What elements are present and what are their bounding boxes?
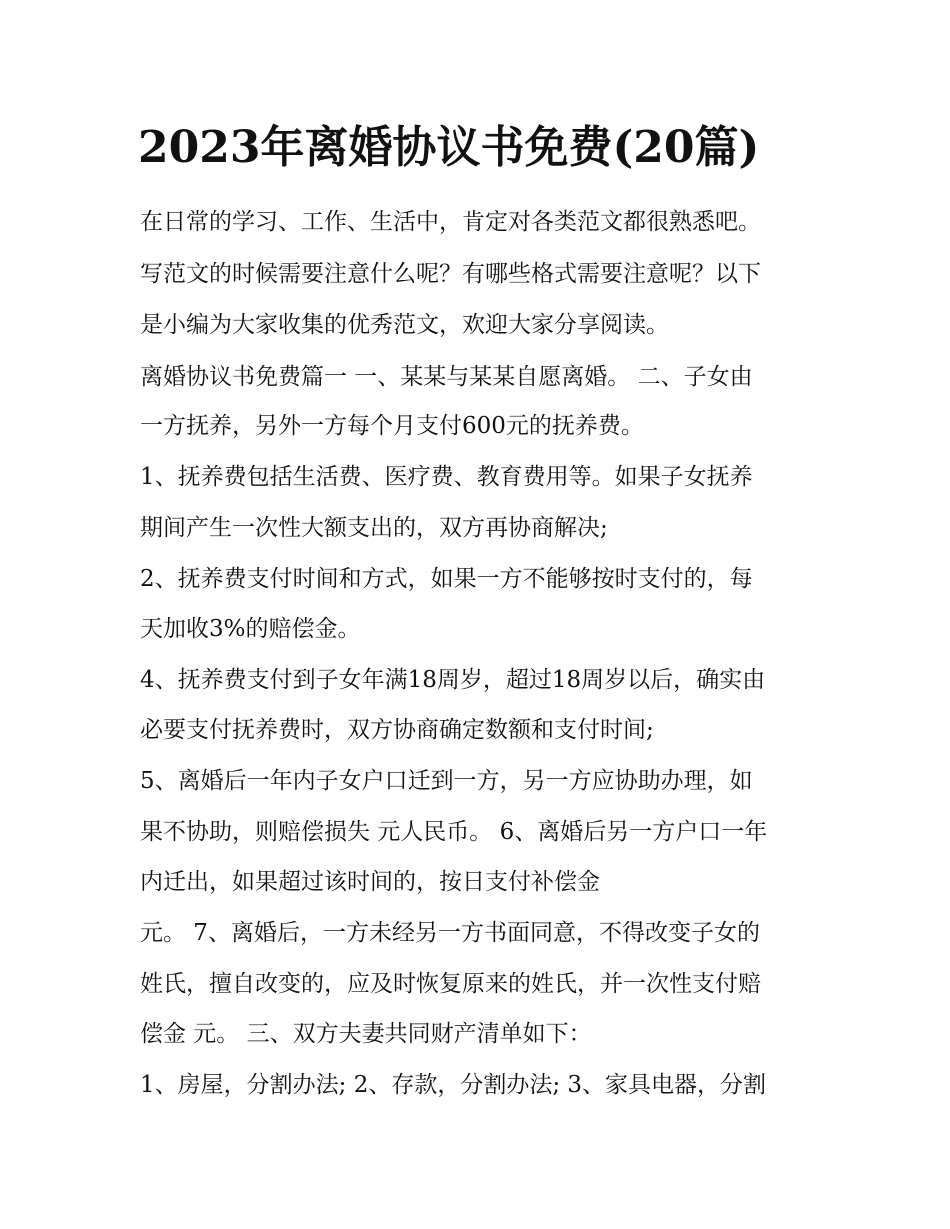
- paragraph-line: 是小编为大家收集的优秀范文，欢迎大家分享阅读。: [140, 312, 669, 338]
- paragraph-line: 天加收3%的赔偿金。: [140, 616, 361, 642]
- paragraph-line: 写范文的时候需要注意什么呢？有哪些格式需要注意呢？以下: [140, 261, 761, 287]
- paragraph-line: 姓氏，擅自改变的，应及时恢复原来的姓氏，并一次性支付赔: [140, 971, 761, 997]
- document-title: 2023年离婚协议书免费(20篇): [138, 122, 760, 173]
- paragraph-line: 4、抚养费支付到子女年满18周岁，超过18周岁以后，确实由: [140, 667, 766, 693]
- paragraph-line: 果不协助，则赔偿损失 元人民币。 6、离婚后另一方户口一年: [140, 819, 768, 845]
- paragraph-line: 1、房屋，分割办法; 2、存款，分割办法; 3、家具电器，分割: [140, 1072, 767, 1098]
- paragraph-line: 必要支付抚养费时，双方协商确定数额和支付时间;: [140, 717, 654, 743]
- paragraph-line: 内迁出，如果超过该时间的，按日支付补偿金: [140, 869, 600, 895]
- paragraph-line: 2、抚养费支付时间和方式，如果一方不能够按时支付的，每: [140, 566, 753, 592]
- paragraph-line: 1、抚养费包括生活费、医疗费、教育费用等。如果子女抚养: [140, 464, 753, 490]
- paragraph-line: 离婚协议书免费篇一 一、某某与某某自愿离婚。 二、子女由: [140, 364, 753, 390]
- paragraph-line: 偿金 元。 三、双方夫妻共同财产清单如下：: [140, 1021, 592, 1047]
- paragraph-line: 期间产生一次性大额支出的，双方再协商解决;: [140, 515, 608, 541]
- paragraph-line: 在日常的学习、工作、生活中，肯定对各类范文都很熟悉吧。: [140, 209, 761, 235]
- paragraph-line: 5、离婚后一年内子女户口迁到一方，另一方应协助办理，如: [140, 768, 753, 794]
- paragraph-line: 一方抚养，另外一方每个月支付600元的抚养费。: [140, 413, 644, 439]
- paragraph-line: 元。 7、离婚后，一方未经另一方书面同意，不得改变子女的: [140, 920, 760, 946]
